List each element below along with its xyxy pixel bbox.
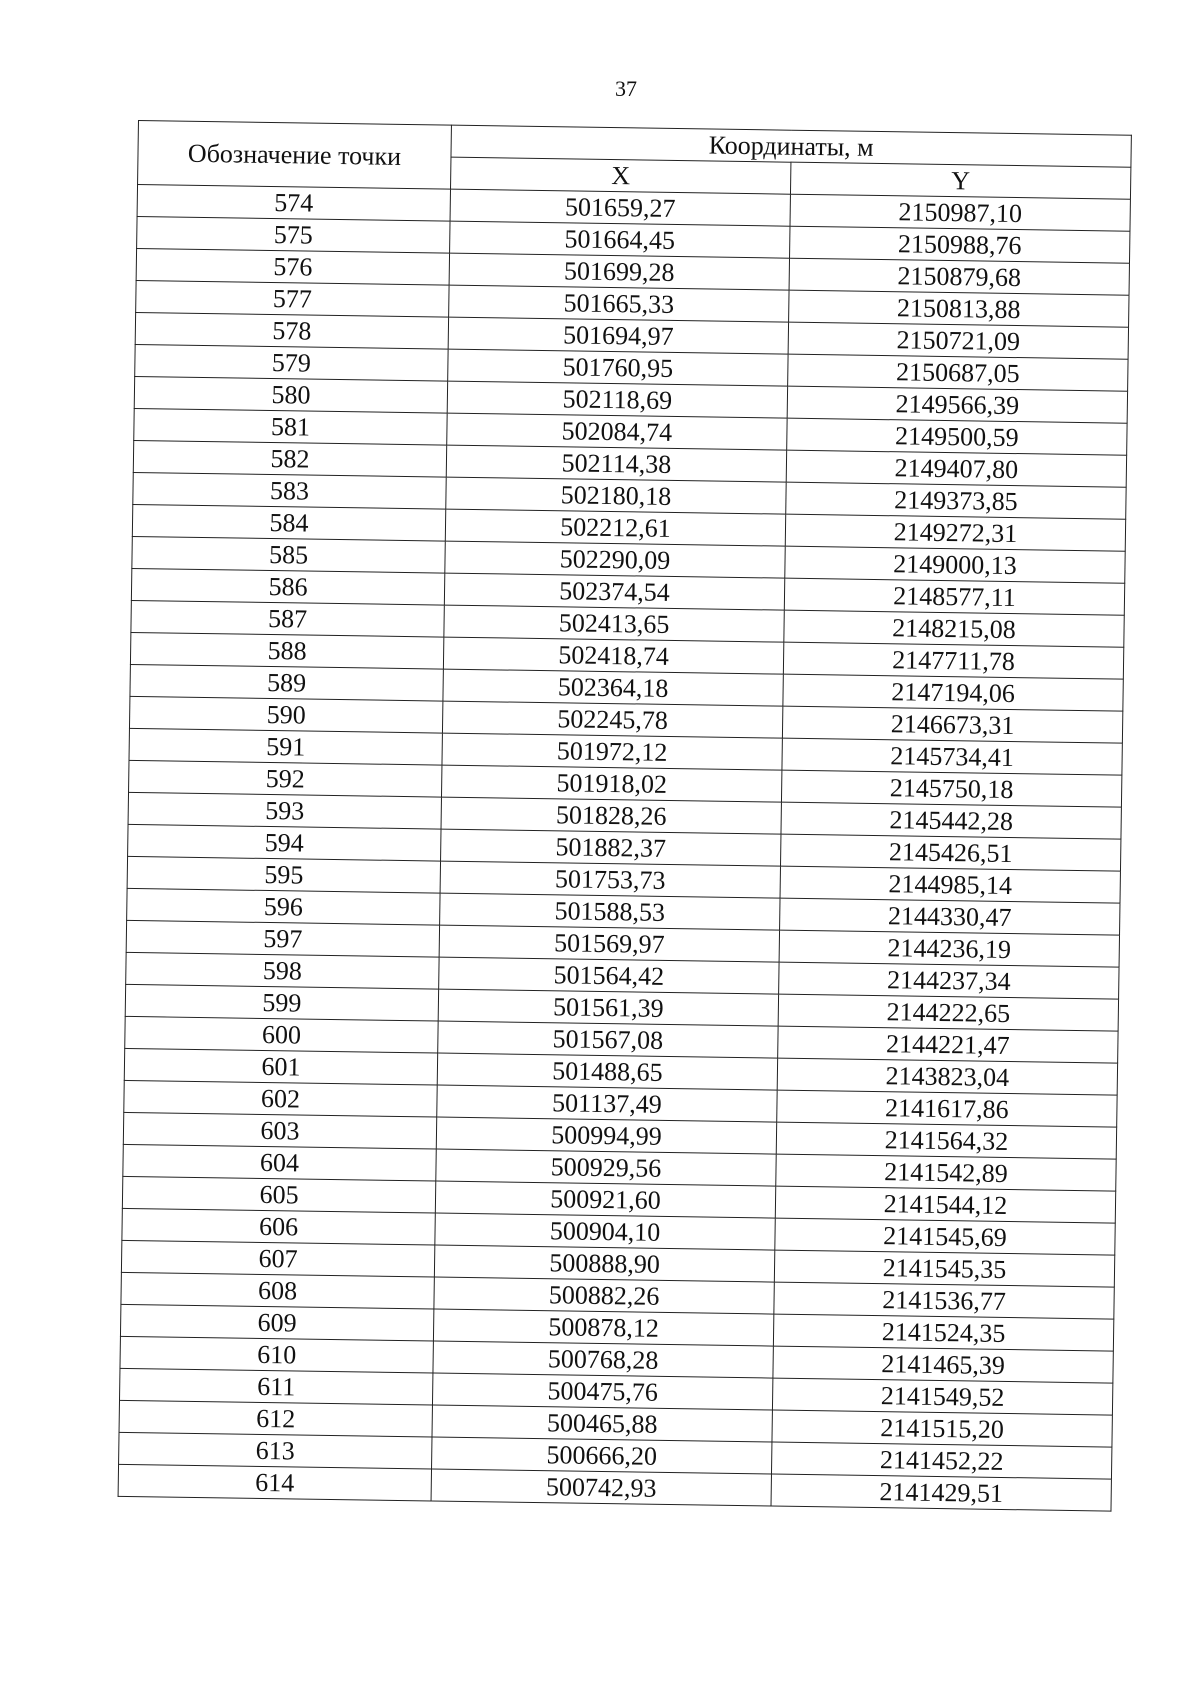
x-coordinate-cell: 501753,73: [440, 861, 780, 898]
y-coordinate-cell: 2147194,06: [783, 674, 1123, 711]
y-coordinate-cell: 2141549,52: [772, 1378, 1112, 1415]
header-x: X: [451, 157, 791, 194]
x-coordinate-cell: 501664,45: [450, 221, 790, 258]
x-coordinate-cell: 502364,18: [443, 669, 783, 706]
point-cell: 595: [127, 856, 440, 893]
x-coordinate-cell: 502180,18: [446, 477, 786, 514]
y-coordinate-cell: 2141515,20: [772, 1410, 1112, 1447]
point-cell: 600: [125, 1016, 438, 1053]
x-coordinate-cell: 501564,42: [439, 957, 779, 994]
x-coordinate-cell: 502084,74: [447, 413, 787, 450]
x-coordinate-cell: 500742,93: [431, 1469, 771, 1506]
point-cell: 577: [136, 280, 449, 317]
y-coordinate-cell: 2141617,86: [777, 1090, 1117, 1127]
y-coordinate-cell: 2150987,10: [790, 194, 1130, 231]
y-coordinate-cell: 2141544,12: [775, 1186, 1115, 1223]
y-coordinate-cell: 2150721,09: [788, 322, 1128, 359]
x-coordinate-cell: 502245,78: [442, 701, 782, 738]
page-number: 37: [615, 76, 637, 101]
point-cell: 605: [122, 1176, 435, 1213]
point-cell: 612: [119, 1400, 432, 1437]
y-coordinate-cell: 2150988,76: [790, 226, 1130, 263]
point-cell: 597: [126, 920, 439, 957]
x-coordinate-cell: 501659,27: [450, 189, 790, 226]
point-cell: 590: [129, 696, 442, 733]
point-cell: 580: [134, 376, 447, 413]
x-coordinate-cell: 501567,08: [438, 1021, 778, 1058]
x-coordinate-cell: 502212,61: [445, 509, 785, 546]
x-coordinate-cell: 500929,56: [436, 1149, 776, 1186]
x-coordinate-cell: 502413,65: [444, 605, 784, 642]
y-coordinate-cell: 2141524,35: [773, 1314, 1113, 1351]
point-cell: 582: [133, 440, 446, 477]
point-cell: 608: [121, 1272, 434, 1309]
y-coordinate-cell: 2144222,65: [778, 994, 1118, 1031]
point-cell: 601: [124, 1048, 437, 1085]
x-coordinate-cell: 500994,99: [436, 1117, 776, 1154]
point-cell: 579: [135, 344, 448, 381]
point-cell: 584: [132, 504, 445, 541]
y-coordinate-cell: 2148215,08: [784, 610, 1124, 647]
y-coordinate-cell: 2146673,31: [782, 706, 1122, 743]
point-cell: 611: [120, 1368, 433, 1405]
y-coordinate-cell: 2148577,11: [784, 578, 1124, 615]
x-coordinate-cell: 501569,97: [439, 925, 779, 962]
y-coordinate-cell: 2141564,32: [776, 1122, 1116, 1159]
point-cell: 596: [127, 888, 440, 925]
y-coordinate-cell: 2149500,59: [787, 418, 1127, 455]
y-coordinate-cell: 2141545,69: [775, 1218, 1115, 1255]
x-coordinate-cell: 501665,33: [449, 285, 789, 322]
y-coordinate-cell: 2141542,89: [776, 1154, 1116, 1191]
x-coordinate-cell: 502290,09: [445, 541, 785, 578]
point-cell: 593: [128, 792, 441, 829]
x-coordinate-cell: 502374,54: [444, 573, 784, 610]
point-cell: 599: [125, 984, 438, 1021]
point-cell: 594: [128, 824, 441, 861]
y-coordinate-cell: 2141452,22: [771, 1442, 1111, 1479]
y-coordinate-cell: 2147711,78: [783, 642, 1123, 679]
x-coordinate-cell: 501588,53: [440, 893, 780, 930]
y-coordinate-cell: 2144237,34: [779, 962, 1119, 999]
header-point-designation: Обозначение точки: [138, 121, 452, 190]
header-coordinates: Координаты, м: [451, 125, 1131, 167]
y-coordinate-cell: 2149000,13: [785, 546, 1125, 583]
point-cell: 591: [129, 728, 442, 765]
point-cell: 583: [133, 472, 446, 509]
x-coordinate-cell: 501918,02: [441, 765, 781, 802]
point-cell: 576: [136, 248, 449, 285]
x-coordinate-cell: 500768,28: [433, 1341, 773, 1378]
point-cell: 574: [137, 185, 450, 222]
point-cell: 589: [130, 664, 443, 701]
y-coordinate-cell: 2144330,47: [780, 898, 1120, 935]
point-cell: 602: [124, 1080, 437, 1117]
y-coordinate-cell: 2145734,41: [782, 738, 1122, 775]
y-coordinate-cell: 2143823,04: [777, 1058, 1117, 1095]
coordinates-table: [118, 120, 1132, 1512]
y-coordinate-cell: 2145426,51: [781, 834, 1121, 871]
y-coordinate-cell: 2145750,18: [781, 770, 1121, 807]
y-coordinate-cell: 2149272,31: [785, 514, 1125, 551]
y-coordinate-cell: 2150687,05: [788, 354, 1128, 391]
x-coordinate-cell: 500888,90: [434, 1245, 774, 1282]
point-cell: 598: [126, 952, 439, 989]
x-coordinate-cell: 500921,60: [435, 1181, 775, 1218]
x-coordinate-cell: 501972,12: [442, 733, 782, 770]
point-cell: 578: [135, 312, 448, 349]
point-cell: 592: [129, 760, 442, 797]
y-coordinate-cell: 2145442,28: [781, 802, 1121, 839]
x-coordinate-cell: 501760,95: [448, 349, 788, 386]
point-cell: 604: [123, 1144, 436, 1181]
point-cell: 614: [118, 1464, 431, 1501]
y-coordinate-cell: 2141465,39: [773, 1346, 1113, 1383]
x-coordinate-cell: 500882,26: [434, 1277, 774, 1314]
x-coordinate-cell: 502114,38: [446, 445, 786, 482]
x-coordinate-cell: 502118,69: [447, 381, 787, 418]
point-cell: 575: [137, 216, 450, 253]
point-cell: 603: [123, 1112, 436, 1149]
y-coordinate-cell: 2144236,19: [779, 930, 1119, 967]
y-coordinate-cell: 2149373,85: [786, 482, 1126, 519]
point-cell: 609: [120, 1304, 433, 1341]
x-coordinate-cell: 500465,88: [432, 1405, 772, 1442]
x-coordinate-cell: 500904,10: [435, 1213, 775, 1250]
y-coordinate-cell: 2141545,35: [774, 1250, 1114, 1287]
y-coordinate-cell: 2150813,88: [789, 290, 1129, 327]
point-cell: 581: [134, 408, 447, 445]
y-coordinate-cell: 2150879,68: [789, 258, 1129, 295]
table-body: [118, 185, 1130, 1512]
point-cell: 585: [132, 536, 445, 573]
point-cell: 610: [120, 1336, 433, 1373]
coordinates-table-container: [118, 120, 1132, 1512]
x-coordinate-cell: 501137,49: [437, 1085, 777, 1122]
x-coordinate-cell: 502418,74: [443, 637, 783, 674]
point-cell: 588: [130, 632, 443, 669]
x-coordinate-cell: 501694,97: [448, 317, 788, 354]
y-coordinate-cell: 2149566,39: [787, 386, 1127, 423]
x-coordinate-cell: 500666,20: [432, 1437, 772, 1474]
y-coordinate-cell: 2149407,80: [786, 450, 1126, 487]
x-coordinate-cell: 500878,12: [433, 1309, 773, 1346]
x-coordinate-cell: 501882,37: [441, 829, 781, 866]
y-coordinate-cell: 2144221,47: [778, 1026, 1118, 1063]
point-cell: 586: [131, 568, 444, 605]
x-coordinate-cell: 501699,28: [449, 253, 789, 290]
y-coordinate-cell: 2141429,51: [771, 1474, 1111, 1511]
point-cell: 613: [119, 1432, 432, 1469]
y-coordinate-cell: 2144985,14: [780, 866, 1120, 903]
point-cell: 606: [122, 1208, 435, 1245]
x-coordinate-cell: 501828,26: [441, 797, 781, 834]
header-y: Y: [790, 162, 1130, 199]
x-coordinate-cell: 500475,76: [432, 1373, 772, 1410]
x-coordinate-cell: 501561,39: [438, 989, 778, 1026]
point-cell: 607: [121, 1240, 434, 1277]
x-coordinate-cell: 501488,65: [437, 1053, 777, 1090]
y-coordinate-cell: 2141536,77: [774, 1282, 1114, 1319]
point-cell: 587: [131, 600, 444, 637]
